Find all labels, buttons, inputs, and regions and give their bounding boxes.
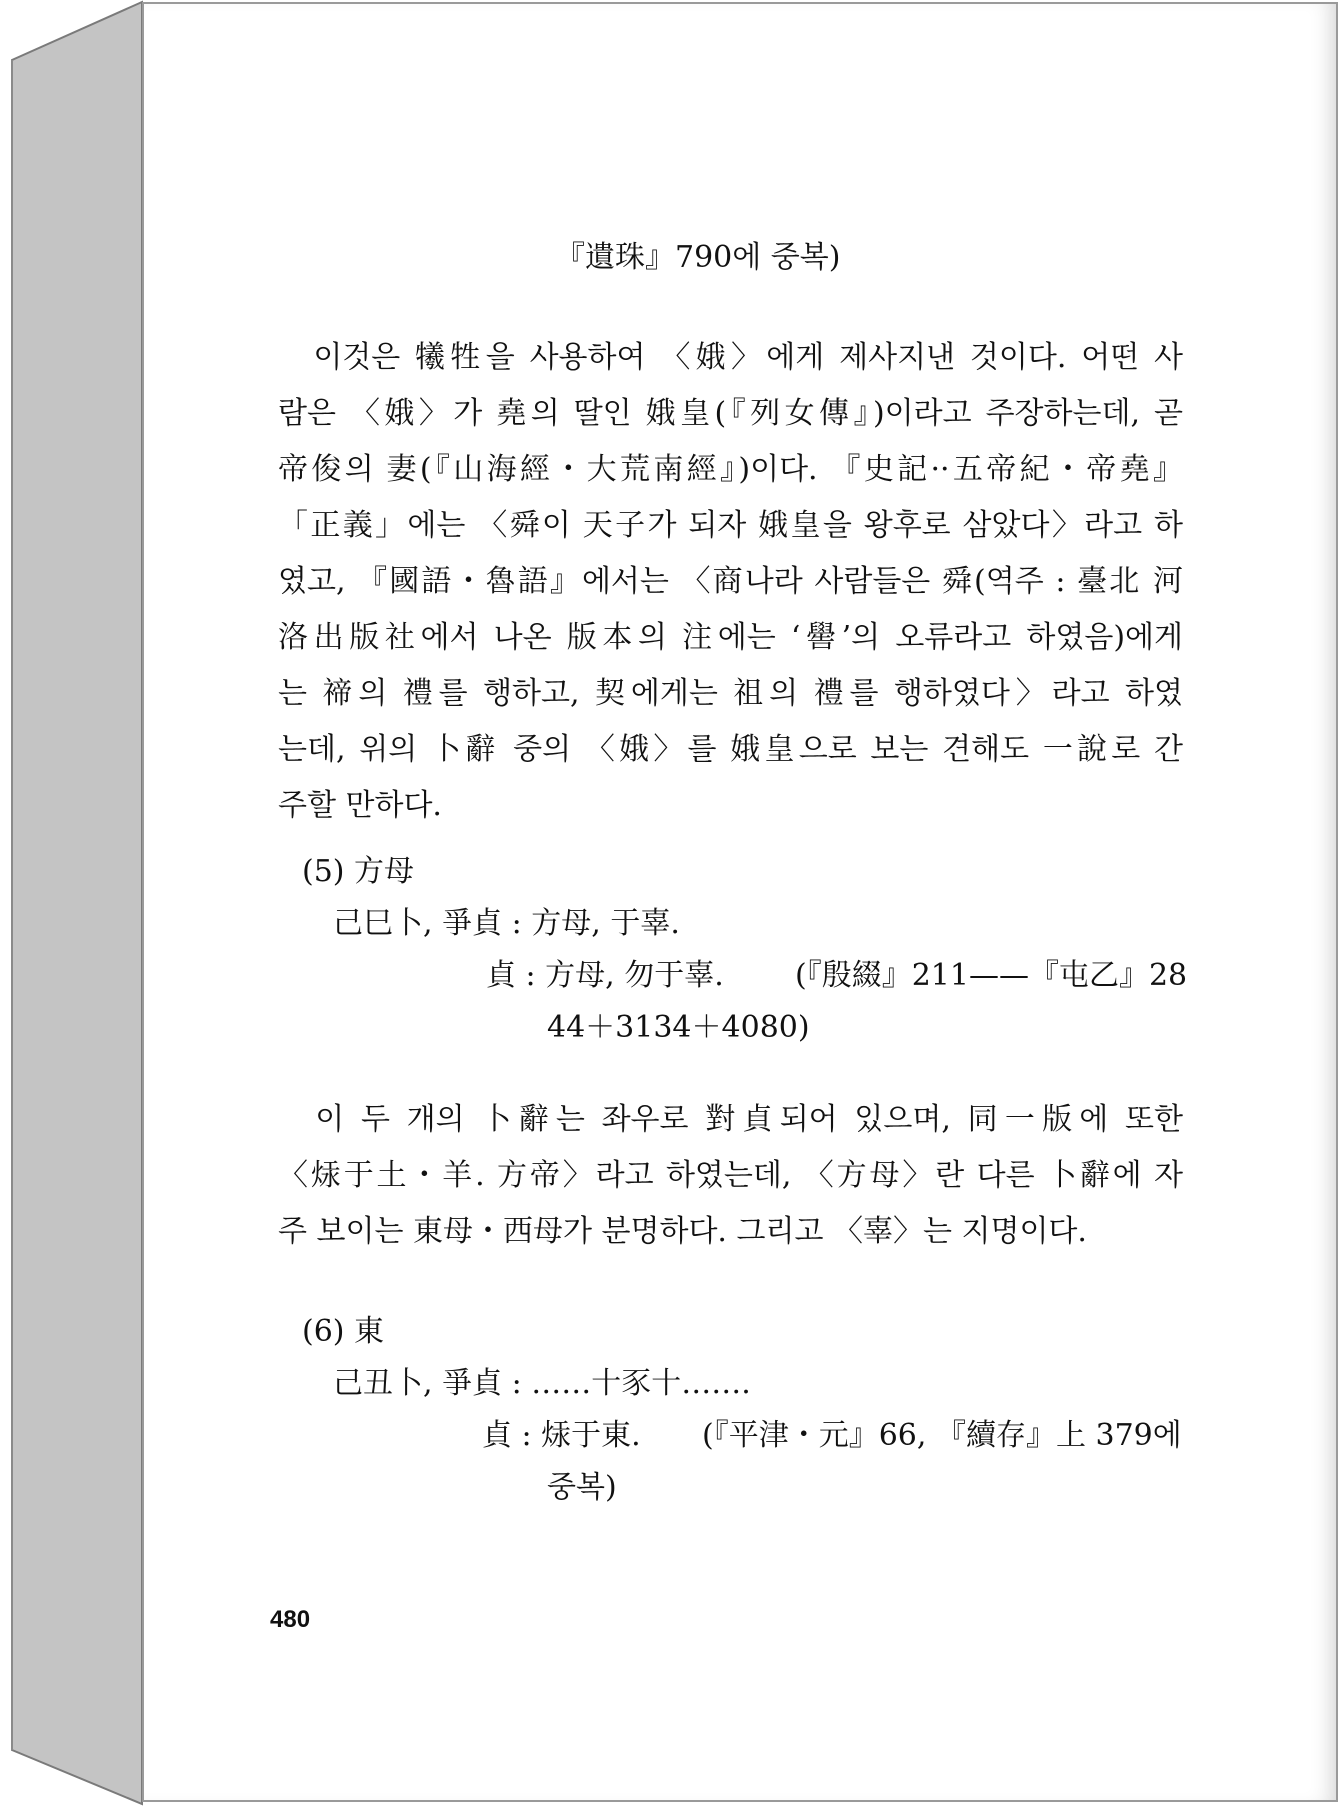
paragraph-line: 〈㶹于土・羊. 方帝〉라고 하였는데, 〈方母〉란 다른 卜辭에 자 — [278, 1158, 1183, 1193]
paragraph-1 — [278, 330, 1183, 834]
source-reference-cont: 44＋3134＋4080) — [547, 1010, 810, 1045]
paragraph-line: 주 보이는 東母・西母가 분명하다. 그리고 〈辜〉는 지명이다. — [278, 1214, 1087, 1249]
paragraph-line: 帝俊의 妻(『山海經・大荒南經』)이다. 『史記··五帝紀・帝堯』 — [278, 452, 1183, 487]
source-reference: (『殷綴』211——『屯乙』28 — [795, 958, 1188, 993]
paragraph-line: 洛出版社에서 나온 版本의 注에는 ‘嚳’의 오류라고 하였음)에게 — [278, 620, 1183, 655]
inscription-line: 貞 : 方母, 勿于辜. — [486, 958, 724, 993]
inscription-line: 己巳卜, 爭貞 : 方母, 于辜. — [333, 906, 680, 941]
paragraph-line: 는데, 위의 卜辭 중의 〈娥〉를 娥皇으로 보는 견해도 一說로 간 — [278, 732, 1183, 767]
section-heading-6: (6) 東 — [302, 1314, 385, 1349]
paragraph-line: 는 禘의 禮를 행하고, 契에게는 祖의 禮를 행하였다〉라고 하였 — [278, 676, 1183, 711]
source-reference-cont: 중복) — [547, 1470, 617, 1505]
inscription-line: 貞 : 㶹于東. — [482, 1418, 641, 1453]
inscription-line: 己丑卜, 爭貞 : ……十豕十……. — [333, 1366, 751, 1401]
book-spine — [0, 0, 150, 1806]
paragraph-line: 였고, 『國語・魯語』에서는 〈商나라 사람들은 舜(역주 : 臺北 河 — [278, 564, 1183, 599]
section-heading-5: (5) 方母 — [302, 854, 415, 889]
source-reference: (『平津・元』66, 『續存』上 379에 — [702, 1418, 1182, 1453]
paragraph-line: 이 두 개의 卜辭는 좌우로 對貞되어 있으며, 同一版에 또한 — [278, 1102, 1183, 1137]
paragraph-line: 「正義」에는 〈舜이 天子가 되자 娥皇을 왕후로 삼았다〉라고 하 — [278, 508, 1183, 543]
page-number: 480 — [270, 1606, 311, 1633]
paragraph-line: 주할 만하다. — [278, 788, 442, 823]
continuation-line: 『遺珠』790에 중복) — [555, 240, 841, 275]
paragraph-line: 이것은 犧牲을 사용하여 〈娥〉에게 제사지낸 것이다. 어떤 사 — [278, 340, 1183, 375]
paragraph-2 — [278, 1092, 1183, 1260]
paragraph-line: 람은 〈娥〉가 堯의 딸인 娥皇(『列女傳』)이라고 주장하는데, 곧 — [278, 396, 1183, 431]
